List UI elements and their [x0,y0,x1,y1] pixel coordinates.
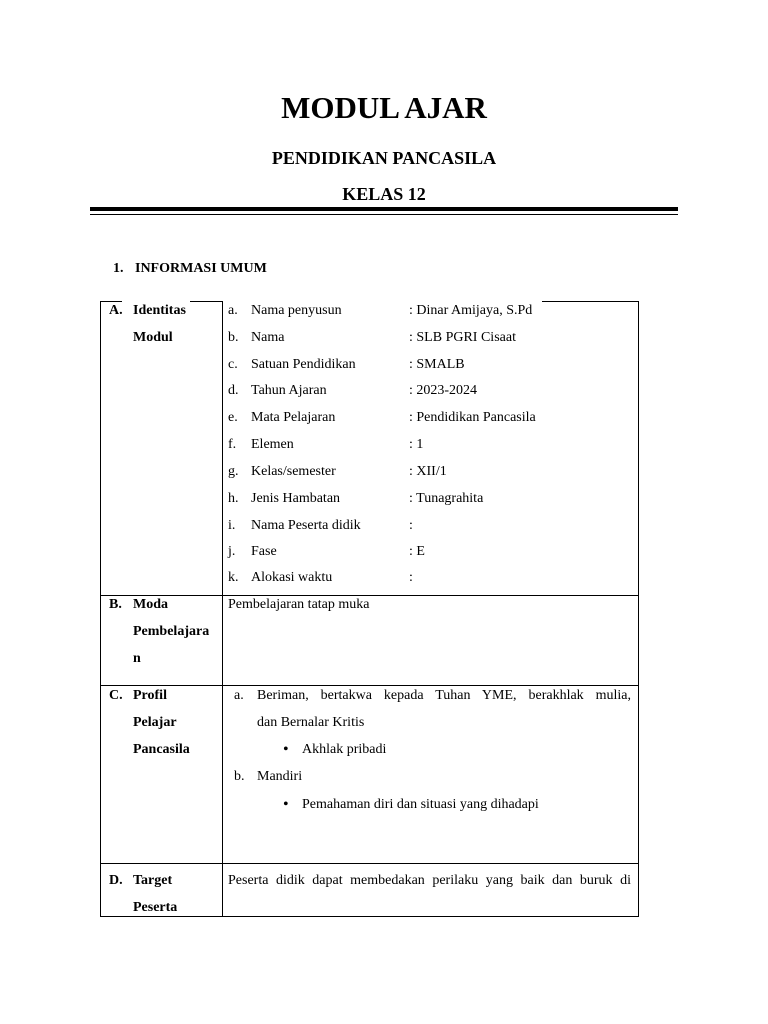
row-c-label-line-1: Profil [133,688,167,703]
table-bottom-border [100,916,639,917]
row-b-label-line-1: Moda [133,597,168,612]
ident-item-letter: j. [228,544,236,559]
ident-item-label: Jenis Hambatan [251,491,341,506]
row-b-label-line-3: n [133,651,141,666]
ident-item-label: Satuan Pendidikan [251,357,356,372]
profil-item-a-line-2: dan Bernalar Kritis [257,715,365,730]
ident-item-label: Alokasi waktu [251,570,333,585]
row-b-letter: B. [109,597,122,612]
row-a-label [109,297,186,345]
profil-item-a-line-1: Beriman, bertakwa kepada Tuhan YME, berakhlak mulia, [257,688,631,703]
ident-item-value: : SMALB [409,357,465,372]
ident-item-letter: c. [228,357,238,372]
row-b-label-line-2: Pembelajara [133,624,210,639]
bullet-dot-icon: • [283,796,289,813]
ident-item-label: Elemen [251,437,294,452]
ident-item-value: : XII/1 [409,464,447,479]
ident-item-value: : E [409,544,425,559]
section-heading [113,261,267,277]
ident-item-label: Nama Peserta didik [251,518,361,533]
table-column-divider [222,301,223,917]
row-d-label-line-2: Peserta [133,900,178,915]
profil-item-b-text: Mandiri [257,769,303,784]
ident-item-value: : [409,570,413,585]
ident-item-letter: b. [228,330,239,345]
ident-item-letter: f. [228,437,237,452]
row-b-label [109,591,210,666]
document-class-line: KELAS 12 [342,184,426,204]
section-number: 1. [113,261,124,276]
document-subtitle: PENDIDIKAN PANCASILA [271,148,497,168]
table-top-border-right [542,301,639,302]
profil-item-b-letter: b. [234,769,245,784]
row-c-label-line-3: Pancasila [133,742,190,757]
row-b-content: Pembelajaran tatap muka [228,597,370,612]
table-top-border-mid [190,301,222,302]
row-d-label [109,867,178,915]
row-a-letter: A. [109,303,123,318]
row-c-label [109,682,190,757]
table-left-border [100,301,101,917]
row-d-content: Peserta didik dapat membedakan perilaku yang baik dan buruk di [228,873,631,888]
ident-item-label: Fase [251,544,277,559]
ident-item-letter: g. [228,464,239,479]
ident-item-value: : 2023-2024 [409,383,478,398]
row-a-label-line-1: Identitas [133,303,186,318]
ident-item-label: Nama [251,330,285,345]
ident-item-value: : Pendidikan Pancasila [409,410,536,425]
ident-item-label: Nama penyusun [251,303,342,318]
row-d-label-line-1: Target [133,873,173,888]
header-rule-thin [90,214,678,215]
ident-item-letter: k. [228,570,239,585]
row-c-label-line-2: Pelajar [133,715,177,730]
ident-item-letter: h. [228,491,239,506]
profil-bullet-text: Akhlak pribadi [302,742,387,757]
ident-item-letter: i. [228,518,236,533]
profil-bullet-text: Pemahaman diri dan situasi yang dihadapi [302,797,539,812]
header-rule-thick [90,207,678,211]
ident-item-label: Kelas/semester [251,464,336,479]
info-table [100,301,639,917]
ident-item-letter: e. [228,410,238,425]
document-title: MODUL AJAR [281,90,487,125]
table-right-border [638,301,639,917]
ident-item-letter: a. [228,303,238,318]
profil-item-a-letter: a. [234,688,244,703]
ident-item-value: : Dinar Amijaya, S.Pd [409,303,533,318]
ident-item-letter: d. [228,383,239,398]
row-a-label-line-2: Modul [133,330,173,345]
ident-item-value: : Tunagrahita [409,491,484,506]
ident-item-label: Tahun Ajaran [251,383,327,398]
row-c-letter: C. [109,688,123,703]
row-divider-cd [100,863,639,864]
ident-item-value: : 1 [409,437,424,452]
row-d-letter: D. [109,873,123,888]
ident-item-value: : [409,518,413,533]
section-heading-text: INFORMASI UMUM [135,261,267,276]
ident-item-label: Mata Pelajaran [251,410,336,425]
ident-item-value: : SLB PGRI Cisaat [409,330,516,345]
bullet-dot-icon: • [283,741,289,758]
